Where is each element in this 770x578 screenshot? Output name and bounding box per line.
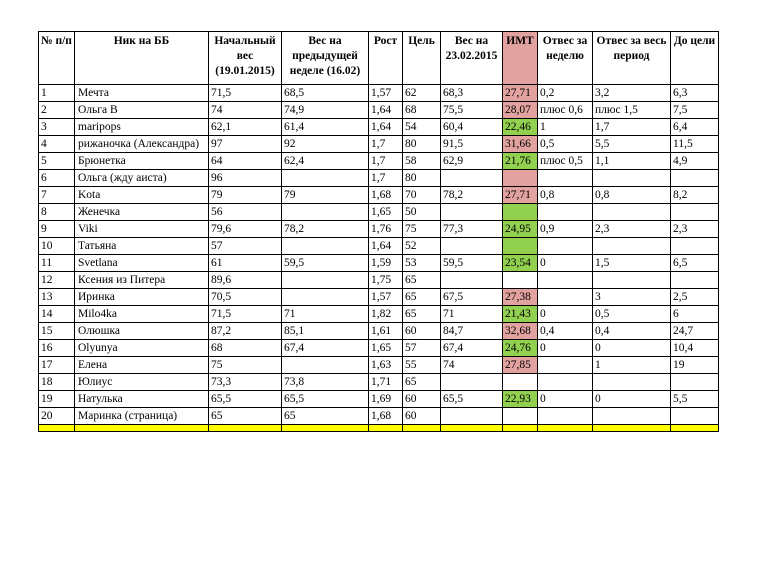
- cell-num: 18: [39, 374, 75, 391]
- cell-prev-weight: 85,1: [282, 323, 369, 340]
- cell-height: 1,64: [369, 238, 403, 255]
- cell-week-loss: [538, 374, 593, 391]
- cell-nick: Юлиус: [75, 374, 209, 391]
- cell-goal: 55: [403, 357, 441, 374]
- cell-nick: Ксения из Питера: [75, 272, 209, 289]
- table-row: [39, 119, 719, 136]
- table-row: [39, 306, 719, 323]
- cell-nick: Натулька: [75, 391, 209, 408]
- cell-goal: 65: [403, 306, 441, 323]
- cell-total-loss: 0,5: [593, 306, 671, 323]
- cell-to-goal: 2,5: [671, 289, 719, 306]
- cell-start-weight: 61: [209, 255, 282, 272]
- table-row: [39, 255, 719, 272]
- header-row: [39, 32, 719, 85]
- cell-week-loss: [538, 238, 593, 255]
- cell-bmi: 27,71: [503, 85, 538, 102]
- cell-current-weight: 84,7: [441, 323, 503, 340]
- cell-height: 1,57: [369, 85, 403, 102]
- cell-current-weight: [441, 408, 503, 425]
- footer-cell: [503, 425, 538, 432]
- cell-start-weight: 70,5: [209, 289, 282, 306]
- cell-num: 2: [39, 102, 75, 119]
- cell-nick: Олюшка: [75, 323, 209, 340]
- cell-goal: 58: [403, 153, 441, 170]
- footer-cell: [671, 425, 719, 432]
- cell-current-weight: 71: [441, 306, 503, 323]
- cell-bmi: 27,38: [503, 289, 538, 306]
- footer-cell: [593, 425, 671, 432]
- cell-current-weight: 91,5: [441, 136, 503, 153]
- cell-total-loss: 2,3: [593, 221, 671, 238]
- cell-goal: 65: [403, 272, 441, 289]
- cell-num: 16: [39, 340, 75, 357]
- cell-prev-weight: 71: [282, 306, 369, 323]
- cell-current-weight: 75,5: [441, 102, 503, 119]
- cell-nick: Елена: [75, 357, 209, 374]
- cell-nick: Татьяна: [75, 238, 209, 255]
- header-to-goal: До цели: [671, 32, 719, 85]
- cell-nick: Svetlana: [75, 255, 209, 272]
- cell-week-loss: [538, 289, 593, 306]
- cell-goal: 53: [403, 255, 441, 272]
- cell-current-weight: [441, 272, 503, 289]
- footer-cell: [75, 425, 209, 432]
- cell-week-loss: плюс 0,6: [538, 102, 593, 119]
- cell-prev-weight: [282, 204, 369, 221]
- cell-start-weight: 71,5: [209, 306, 282, 323]
- cell-to-goal: 2,3: [671, 221, 719, 238]
- footer-cell: [538, 425, 593, 432]
- cell-goal: 70: [403, 187, 441, 204]
- cell-total-loss: плюс 1,5: [593, 102, 671, 119]
- cell-prev-weight: 78,2: [282, 221, 369, 238]
- cell-start-weight: 87,2: [209, 323, 282, 340]
- cell-prev-weight: [282, 170, 369, 187]
- cell-week-loss: [538, 204, 593, 221]
- cell-to-goal: 4,9: [671, 153, 719, 170]
- table-row: [39, 85, 719, 102]
- cell-num: 4: [39, 136, 75, 153]
- cell-to-goal: [671, 374, 719, 391]
- cell-bmi: 27,85: [503, 357, 538, 374]
- cell-to-goal: 6: [671, 306, 719, 323]
- cell-nick: Мечта: [75, 85, 209, 102]
- cell-current-weight: [441, 170, 503, 187]
- cell-prev-weight: [282, 238, 369, 255]
- cell-current-weight: 62,9: [441, 153, 503, 170]
- cell-height: 1,59: [369, 255, 403, 272]
- table-row: [39, 340, 719, 357]
- table-row: [39, 408, 719, 425]
- cell-bmi: [503, 408, 538, 425]
- table-row: [39, 323, 719, 340]
- footer-cell: [209, 425, 282, 432]
- cell-total-loss: 5,5: [593, 136, 671, 153]
- cell-to-goal: 6,5: [671, 255, 719, 272]
- cell-to-goal: 8,2: [671, 187, 719, 204]
- footer-cell: [39, 425, 75, 432]
- cell-to-goal: 10,4: [671, 340, 719, 357]
- table-row: [39, 289, 719, 306]
- cell-current-weight: 67,4: [441, 340, 503, 357]
- cell-total-loss: [593, 170, 671, 187]
- cell-start-weight: 79,6: [209, 221, 282, 238]
- cell-week-loss: 0: [538, 391, 593, 408]
- cell-to-goal: 19: [671, 357, 719, 374]
- cell-height: 1,64: [369, 119, 403, 136]
- cell-week-loss: 0: [538, 340, 593, 357]
- cell-bmi: 22,46: [503, 119, 538, 136]
- cell-start-weight: 71,5: [209, 85, 282, 102]
- cell-current-weight: 60,4: [441, 119, 503, 136]
- cell-goal: 62: [403, 85, 441, 102]
- cell-nick: Milo4ka: [75, 306, 209, 323]
- cell-prev-weight: [282, 289, 369, 306]
- cell-bmi: [503, 374, 538, 391]
- cell-current-weight: 68,3: [441, 85, 503, 102]
- cell-height: 1,57: [369, 289, 403, 306]
- cell-height: 1,7: [369, 136, 403, 153]
- cell-num: 15: [39, 323, 75, 340]
- cell-week-loss: [538, 357, 593, 374]
- cell-current-weight: 77,3: [441, 221, 503, 238]
- cell-bmi: 21,76: [503, 153, 538, 170]
- table-row: [39, 357, 719, 374]
- cell-week-loss: 0,4: [538, 323, 593, 340]
- cell-num: 7: [39, 187, 75, 204]
- cell-total-loss: 1,5: [593, 255, 671, 272]
- cell-num: 8: [39, 204, 75, 221]
- cell-nick: Женечка: [75, 204, 209, 221]
- cell-num: 6: [39, 170, 75, 187]
- table-row: [39, 204, 719, 221]
- weight-tracking-table: [38, 31, 718, 432]
- cell-goal: 65: [403, 374, 441, 391]
- cell-height: 1,76: [369, 221, 403, 238]
- cell-height: 1,68: [369, 408, 403, 425]
- cell-height: 1,71: [369, 374, 403, 391]
- cell-to-goal: [671, 408, 719, 425]
- cell-goal: 75: [403, 221, 441, 238]
- cell-height: 1,61: [369, 323, 403, 340]
- cell-week-loss: 0: [538, 306, 593, 323]
- cell-prev-weight: 65,5: [282, 391, 369, 408]
- cell-nick: maripops: [75, 119, 209, 136]
- cell-goal: 80: [403, 170, 441, 187]
- cell-to-goal: 6,4: [671, 119, 719, 136]
- cell-height: 1,75: [369, 272, 403, 289]
- cell-goal: 52: [403, 238, 441, 255]
- cell-total-loss: 1,1: [593, 153, 671, 170]
- cell-nick: Kota: [75, 187, 209, 204]
- cell-nick: Olyunya: [75, 340, 209, 357]
- cell-prev-weight: 67,4: [282, 340, 369, 357]
- cell-bmi: 24,95: [503, 221, 538, 238]
- cell-goal: 57: [403, 340, 441, 357]
- table-row: [39, 102, 719, 119]
- cell-total-loss: 0,4: [593, 323, 671, 340]
- table-row: [39, 391, 719, 408]
- cell-bmi: [503, 170, 538, 187]
- cell-current-weight: 65,5: [441, 391, 503, 408]
- cell-total-loss: 0: [593, 391, 671, 408]
- cell-total-loss: [593, 408, 671, 425]
- cell-num: 17: [39, 357, 75, 374]
- table-row: [39, 272, 719, 289]
- table-row: [39, 170, 719, 187]
- cell-nick: Viki: [75, 221, 209, 238]
- cell-start-weight: 57: [209, 238, 282, 255]
- cell-total-loss: [593, 374, 671, 391]
- cell-total-loss: 1,7: [593, 119, 671, 136]
- cell-bmi: 23,54: [503, 255, 538, 272]
- cell-start-weight: 65,5: [209, 391, 282, 408]
- cell-goal: 68: [403, 102, 441, 119]
- cell-height: 1,65: [369, 204, 403, 221]
- cell-bmi: [503, 238, 538, 255]
- footer-cell: [403, 425, 441, 432]
- cell-prev-weight: 59,5: [282, 255, 369, 272]
- footer-cell: [282, 425, 369, 432]
- table-row: [39, 153, 719, 170]
- cell-height: 1,7: [369, 153, 403, 170]
- cell-height: 1,82: [369, 306, 403, 323]
- cell-current-weight: 67,5: [441, 289, 503, 306]
- table-row: [39, 374, 719, 391]
- cell-prev-weight: 79: [282, 187, 369, 204]
- cell-week-loss: 0,2: [538, 85, 593, 102]
- cell-num: 12: [39, 272, 75, 289]
- cell-prev-weight: 61,4: [282, 119, 369, 136]
- cell-bmi: [503, 272, 538, 289]
- cell-prev-weight: 74,9: [282, 102, 369, 119]
- cell-nick: рижаночка (Александра): [75, 136, 209, 153]
- cell-prev-weight: 73,8: [282, 374, 369, 391]
- header-height: Рост: [369, 32, 403, 85]
- header-start-weight: Начальный вес (19.01.2015): [209, 32, 282, 85]
- header-week-loss: Отвес за неделю: [538, 32, 593, 85]
- table-row: [39, 187, 719, 204]
- cell-goal: 54: [403, 119, 441, 136]
- cell-to-goal: 11,5: [671, 136, 719, 153]
- cell-week-loss: 0: [538, 255, 593, 272]
- header-num: № п/п: [39, 32, 75, 85]
- cell-total-loss: 3,2: [593, 85, 671, 102]
- cell-start-weight: 96: [209, 170, 282, 187]
- cell-current-weight: [441, 204, 503, 221]
- cell-prev-weight: 65: [282, 408, 369, 425]
- cell-to-goal: [671, 204, 719, 221]
- cell-height: 1,68: [369, 187, 403, 204]
- header-total-loss: Отвес за весь период: [593, 32, 671, 85]
- cell-to-goal: [671, 238, 719, 255]
- cell-week-loss: [538, 408, 593, 425]
- cell-prev-weight: 68,5: [282, 85, 369, 102]
- cell-goal: 60: [403, 408, 441, 425]
- cell-height: 1,7: [369, 170, 403, 187]
- cell-nick: Маринка (страница): [75, 408, 209, 425]
- cell-bmi: 28,07: [503, 102, 538, 119]
- cell-total-loss: 0,8: [593, 187, 671, 204]
- cell-start-weight: 97: [209, 136, 282, 153]
- cell-bmi: 22,93: [503, 391, 538, 408]
- cell-num: 20: [39, 408, 75, 425]
- cell-to-goal: [671, 170, 719, 187]
- cell-current-weight: 59,5: [441, 255, 503, 272]
- cell-week-loss: плюс 0,5: [538, 153, 593, 170]
- cell-week-loss: [538, 272, 593, 289]
- cell-goal: 80: [403, 136, 441, 153]
- cell-prev-weight: [282, 357, 369, 374]
- cell-total-loss: [593, 272, 671, 289]
- cell-goal: 50: [403, 204, 441, 221]
- cell-start-weight: 73,3: [209, 374, 282, 391]
- cell-to-goal: 24,7: [671, 323, 719, 340]
- cell-start-weight: 64: [209, 153, 282, 170]
- cell-prev-weight: 92: [282, 136, 369, 153]
- cell-prev-weight: 62,4: [282, 153, 369, 170]
- cell-to-goal: [671, 272, 719, 289]
- cell-num: 5: [39, 153, 75, 170]
- cell-start-weight: 79: [209, 187, 282, 204]
- cell-nick: Брюнетка: [75, 153, 209, 170]
- cell-week-loss: 1: [538, 119, 593, 136]
- yellow-footer-row: [39, 425, 719, 432]
- footer-cell: [369, 425, 403, 432]
- cell-week-loss: 0,5: [538, 136, 593, 153]
- cell-start-weight: 74: [209, 102, 282, 119]
- cell-start-weight: 68: [209, 340, 282, 357]
- header-bmi: ИМТ: [503, 32, 538, 85]
- cell-num: 3: [39, 119, 75, 136]
- cell-bmi: [503, 204, 538, 221]
- header-prev-weight: Вес на предыдущей неделе (16.02): [282, 32, 369, 85]
- cell-num: 10: [39, 238, 75, 255]
- header-current-weight: Вес на 23.02.2015: [441, 32, 503, 85]
- cell-to-goal: 5,5: [671, 391, 719, 408]
- cell-nick: Иринка: [75, 289, 209, 306]
- table-row: [39, 221, 719, 238]
- table-row: [39, 136, 719, 153]
- cell-goal: 65: [403, 289, 441, 306]
- cell-bmi: 21,43: [503, 306, 538, 323]
- header-nick: Ник на ББ: [75, 32, 209, 85]
- header-goal: Цель: [403, 32, 441, 85]
- cell-week-loss: 0,8: [538, 187, 593, 204]
- cell-total-loss: [593, 238, 671, 255]
- cell-height: 1,64: [369, 102, 403, 119]
- cell-start-weight: 65: [209, 408, 282, 425]
- table-row: [39, 238, 719, 255]
- cell-current-weight: 74: [441, 357, 503, 374]
- cell-start-weight: 56: [209, 204, 282, 221]
- cell-total-loss: 3: [593, 289, 671, 306]
- cell-to-goal: 6,3: [671, 85, 719, 102]
- cell-week-loss: [538, 170, 593, 187]
- cell-height: 1,69: [369, 391, 403, 408]
- footer-cell: [441, 425, 503, 432]
- cell-prev-weight: [282, 272, 369, 289]
- cell-goal: 60: [403, 391, 441, 408]
- cell-total-loss: 0: [593, 340, 671, 357]
- cell-start-weight: 62,1: [209, 119, 282, 136]
- cell-total-loss: [593, 204, 671, 221]
- cell-start-weight: 75: [209, 357, 282, 374]
- cell-height: 1,63: [369, 357, 403, 374]
- cell-num: 9: [39, 221, 75, 238]
- cell-num: 13: [39, 289, 75, 306]
- cell-to-goal: 7,5: [671, 102, 719, 119]
- cell-bmi: 31,66: [503, 136, 538, 153]
- cell-current-weight: 78,2: [441, 187, 503, 204]
- cell-num: 11: [39, 255, 75, 272]
- cell-num: 19: [39, 391, 75, 408]
- cell-height: 1,65: [369, 340, 403, 357]
- cell-current-weight: [441, 238, 503, 255]
- cell-week-loss: 0,9: [538, 221, 593, 238]
- cell-bmi: 32,68: [503, 323, 538, 340]
- cell-start-weight: 89,6: [209, 272, 282, 289]
- cell-total-loss: 1: [593, 357, 671, 374]
- cell-bmi: 24,76: [503, 340, 538, 357]
- cell-nick: Ольга В: [75, 102, 209, 119]
- cell-num: 1: [39, 85, 75, 102]
- cell-goal: 60: [403, 323, 441, 340]
- cell-current-weight: [441, 374, 503, 391]
- cell-nick: Ольга (жду аиста): [75, 170, 209, 187]
- cell-num: 14: [39, 306, 75, 323]
- cell-bmi: 27,71: [503, 187, 538, 204]
